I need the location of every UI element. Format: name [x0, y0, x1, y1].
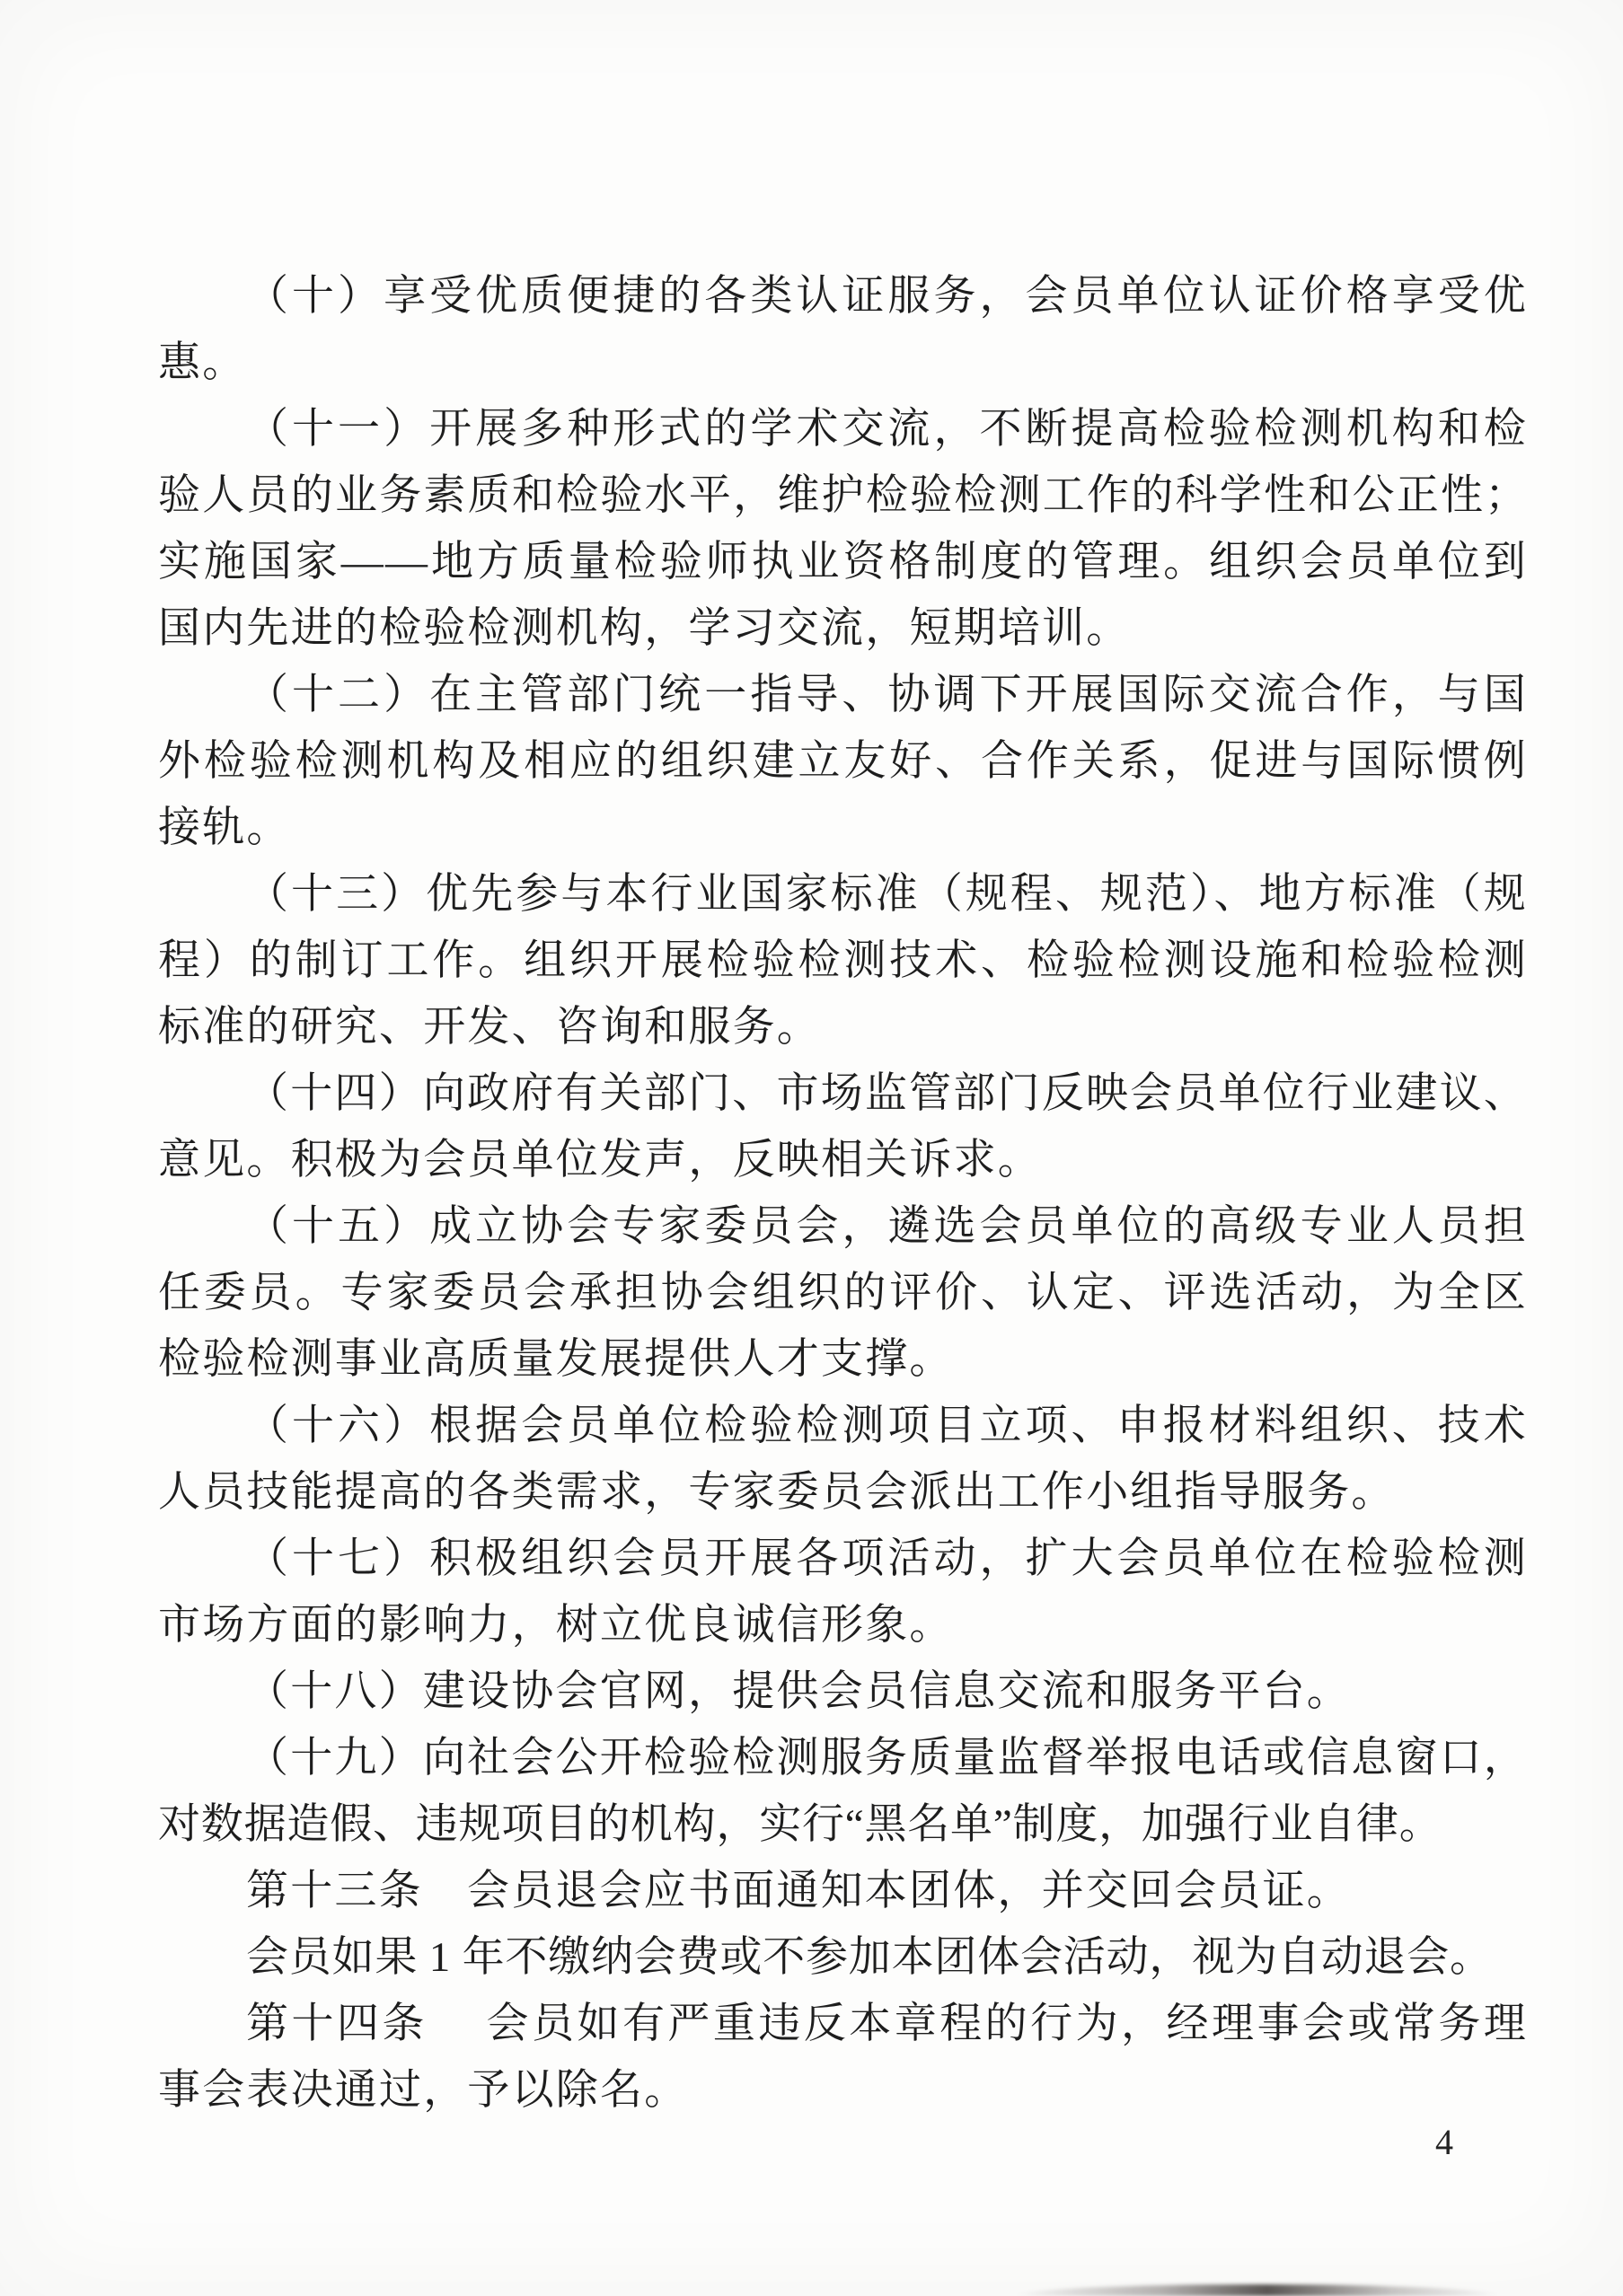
- text-line: 第十三条 会员退会应书面通知本团体，并交回会员证。: [246, 1868, 1351, 1914]
- text-line: （十五）成立协会专家委员会，遴选会员单位的高级专业人员担: [246, 1203, 1528, 1250]
- text-line: 惠。: [158, 339, 247, 386]
- text-line: 验人员的业务素质和检验水平，维护检验检测工作的科学性和公正性；: [158, 472, 1528, 519]
- text-line: （十）享受优质便捷的各类认证服务，会员单位认证价格享受优: [246, 273, 1528, 320]
- text-line: 国内先进的检验检测机构，学习交流，短期培训。: [158, 605, 1131, 652]
- text-line: （十二）在主管部门统一指导、协调下开展国际交流合作，与国: [246, 672, 1528, 718]
- text-line: 市场方面的影响力，树立优良诚信形象。: [158, 1602, 954, 1649]
- text-line: 第十四条 会员如有严重违反本章程的行为，经理事会或常务理: [246, 2001, 1528, 2047]
- text-line: 检验检测事业高质量发展提供人才支撑。: [158, 1336, 954, 1383]
- text-line: 程）的制订工作。组织开展检验检测技术、检验检测设施和检验检测: [158, 937, 1528, 984]
- text-line: 实施国家——地方质量检验师执业资格制度的管理。组织会员单位到: [158, 539, 1528, 585]
- document-body: [158, 263, 1528, 2124]
- text-line: 任委员。专家委员会承担协会组织的评价、认定、评选活动，为全区: [158, 1270, 1528, 1316]
- text-line: 标准的研究、开发、咨询和服务。: [158, 1004, 821, 1051]
- text-line: 接轨。: [158, 805, 291, 851]
- text-line: （十四）向政府有关部门、市场监管部门反映会员单位行业建议、: [246, 1070, 1528, 1117]
- scan-shadow: [1015, 2284, 1500, 2296]
- text-line: 会员如果 1 年不缴纳会费或不参加本团体会活动，视为自动退会。: [246, 1934, 1493, 1981]
- text-line: 外检验检测机构及相应的组织建立友好、合作关系，促进与国际惯例: [158, 738, 1528, 785]
- text-line: 对数据造假、违规项目的机构，实行“黑名单”制度，加强行业自律。: [158, 1801, 1442, 1848]
- text-line: 事会表决通过，予以除名。: [158, 2067, 689, 2114]
- text-line: （十九）向社会公开检验检测服务质量监督举报电话或信息窗口，: [246, 1735, 1528, 1781]
- text-line: （十一）开展多种形式的学术交流，不断提高检验检测机构和检: [246, 406, 1528, 453]
- text-line: （十三）优先参与本行业国家标准（规程、规范）、地方标准（规: [246, 871, 1528, 918]
- text-line: 意见。积极为会员单位发声，反映相关诉求。: [158, 1137, 1042, 1183]
- text-line: （十七）积极组织会员开展各项活动，扩大会员单位在检验检测: [246, 1535, 1528, 1582]
- text-line: （十八）建设协会官网，提供会员信息交流和服务平台。: [246, 1668, 1351, 1715]
- text-line: （十六）根据会员单位检验检测项目立项、申报材料组织、技术: [246, 1403, 1528, 1449]
- text-line: 人员技能提高的各类需求，专家委员会派出工作小组指导服务。: [158, 1469, 1396, 1516]
- page-number: 4: [1435, 2122, 1453, 2162]
